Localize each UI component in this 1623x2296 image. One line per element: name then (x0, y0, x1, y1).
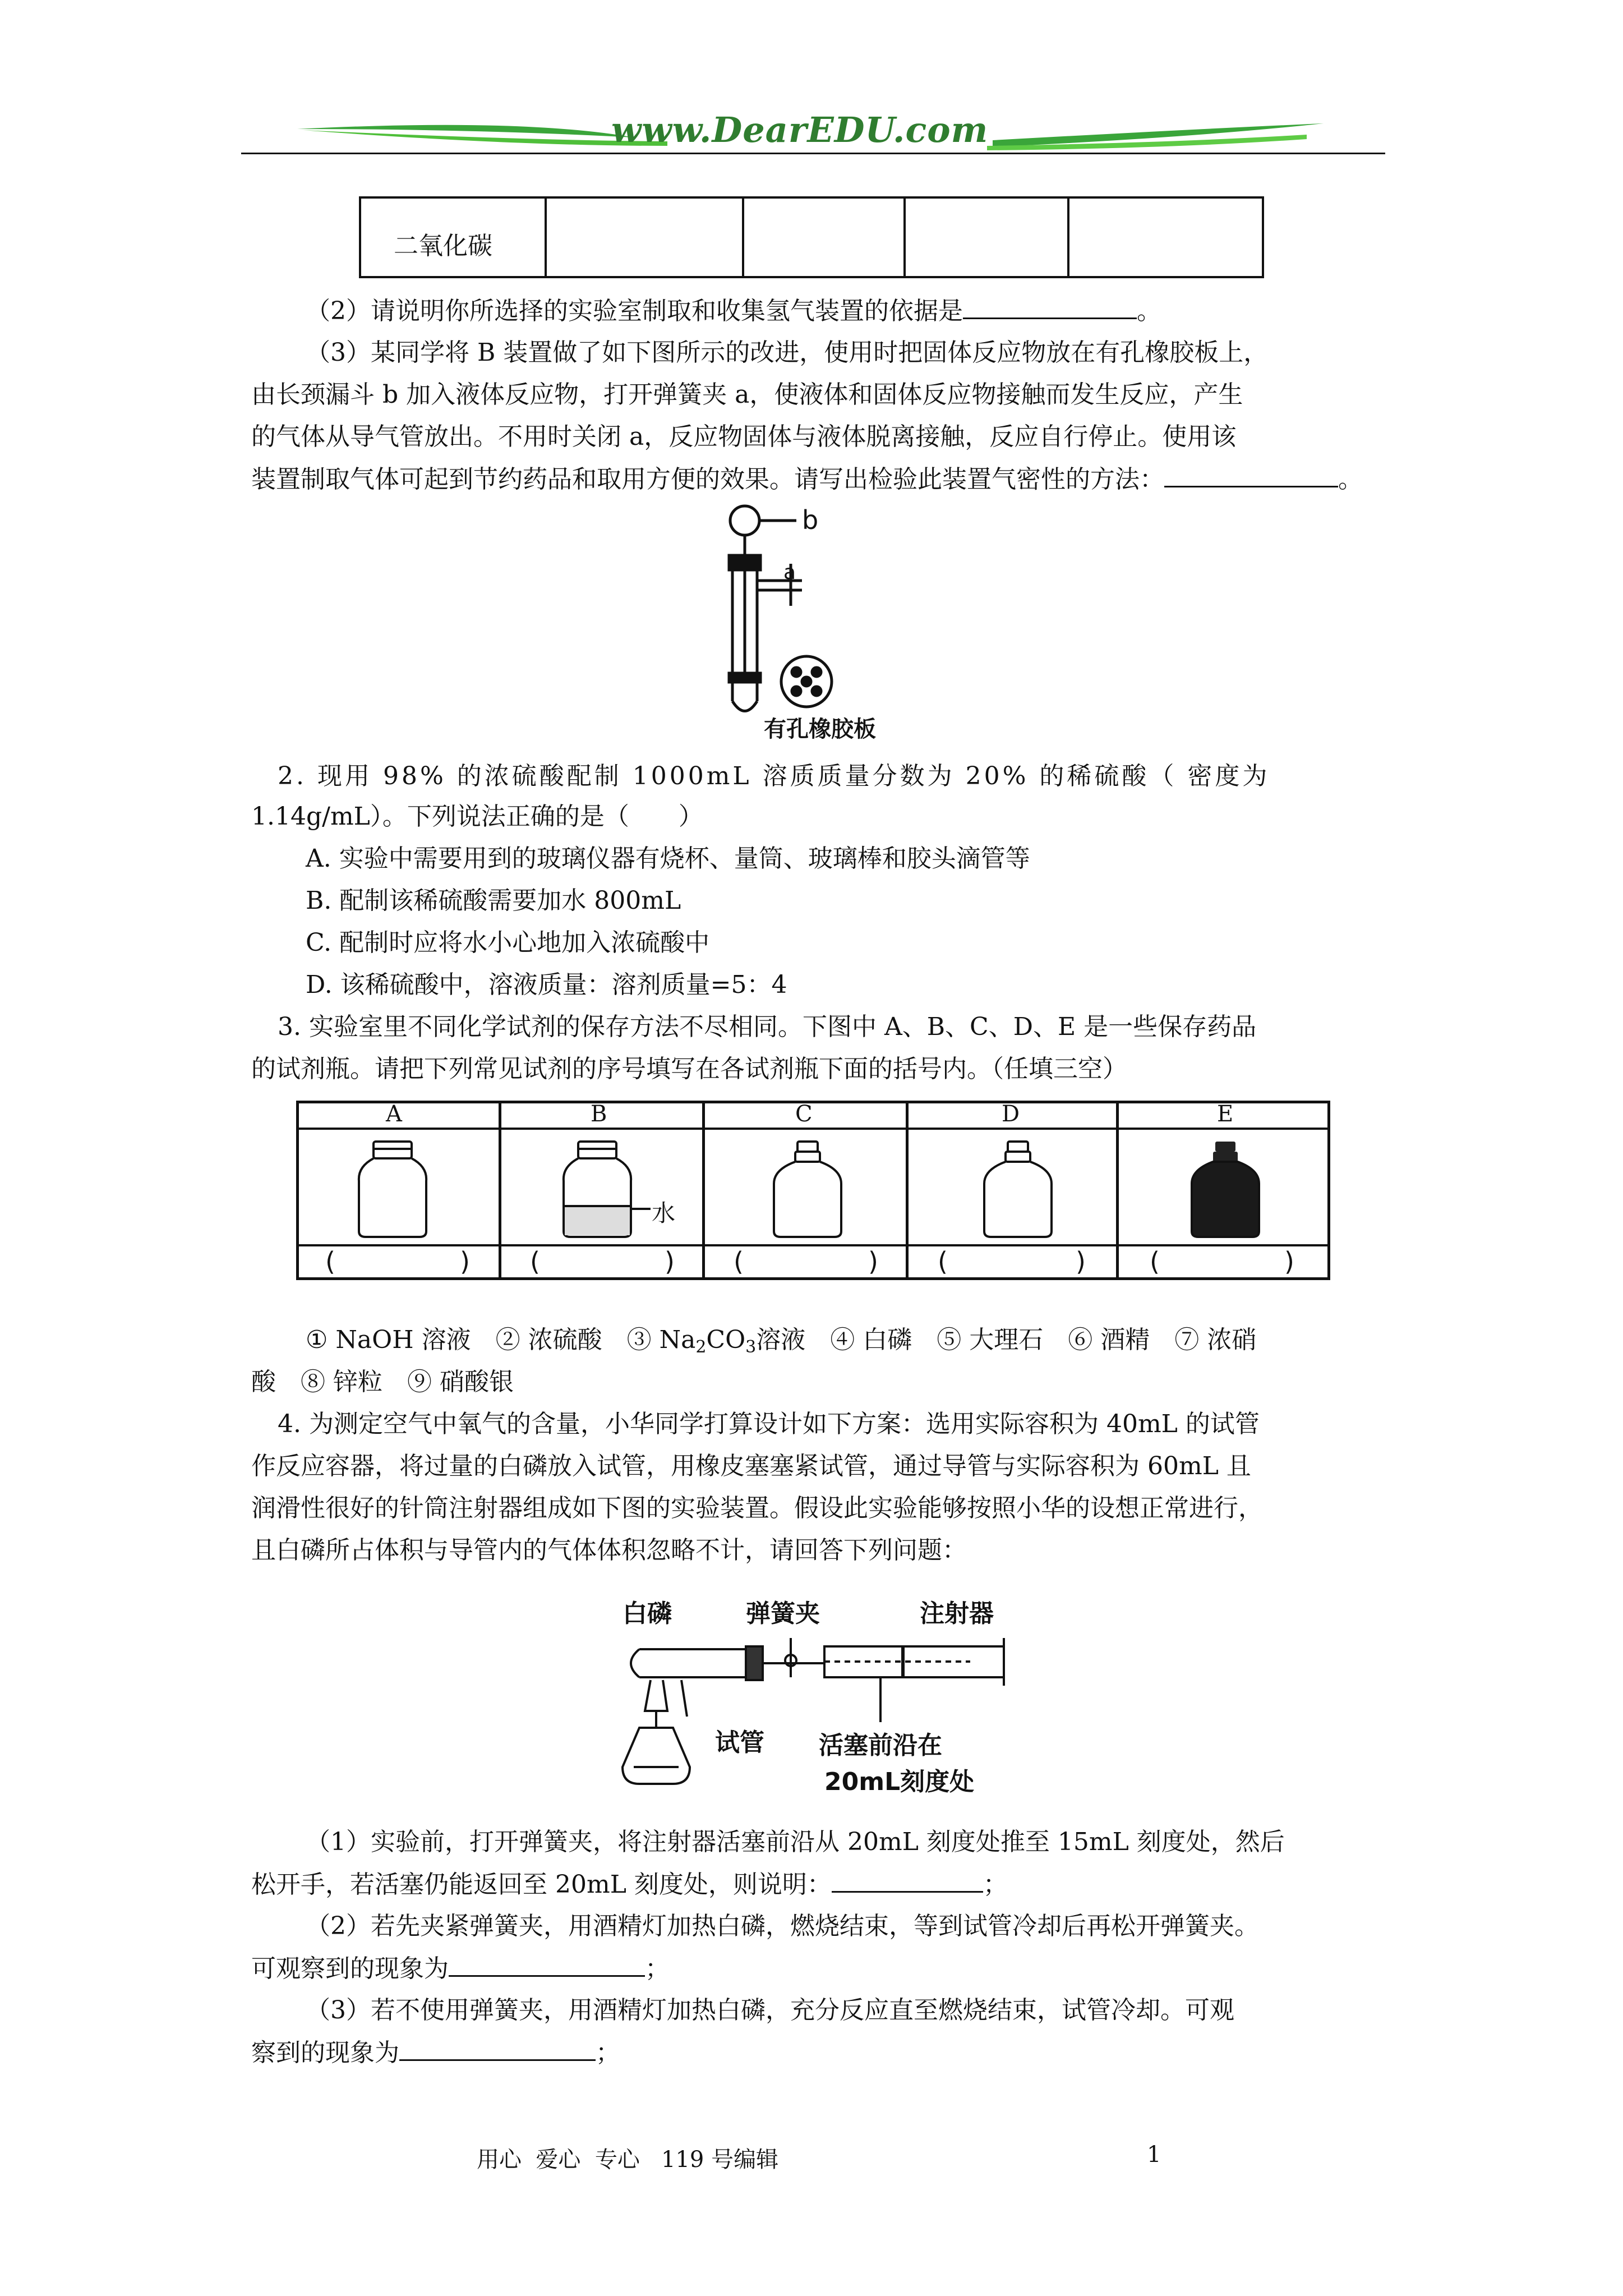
paren-open: ( (325, 1246, 335, 1277)
reagents-part: 溶液 ④ 白磷 ⑤ 大理石 ⑥ 酒精 ⑦ 浓硝 (756, 1326, 1257, 1354)
table-cell (903, 196, 1069, 278)
q3-line2: 的试剂瓶。请把下列常见试剂的序号填写在各试剂瓶下面的括号内。（任填三空） (251, 1055, 1127, 1083)
q2-option-d: D. 该稀硫酸中，溶液质量：溶剂质量=5：4 (306, 970, 787, 999)
reagents-part: ① NaOH 溶液 ② 浓硫酸 ③ Na (306, 1326, 696, 1354)
reagents-subscript: 3 (745, 1337, 757, 1357)
q3-reagents-line2: 酸 ⑧ 锌粒 ⑨ 硝酸银 (251, 1368, 514, 1396)
q2-option-a: A. 实验中需要用到的玻璃仪器有烧杯、量筒、玻璃棒和胶头滴管等 (306, 844, 1030, 873)
bottle-table-footer-rule (296, 1244, 1330, 1246)
paren-open: ( (530, 1246, 540, 1277)
q1-part3-end: 。 (1338, 465, 1363, 494)
footer-text: 用心 爱心 专心 119 号编辑 (477, 2147, 779, 2173)
q2-option-b: B. 配制该稀硫酸需要加水 800mL (306, 886, 681, 915)
q4-line2: 作反应容器，将过量的白磷放入试管，用橡皮塞塞紧试管，通过导管与实际容积为 60mL 且 (251, 1452, 1251, 1480)
q1-part3-line2: 由长颈漏斗 b 加入液体反应物，打开弹簧夹 a，使液体和固体反应物接触而发生反应，产生 (251, 380, 1243, 409)
q1-part3-line1: （3）某同学将 B 装置做了如下图所示的改进，使用时把固体反应物放在有孔橡胶板上， (306, 338, 1269, 367)
table-cell (545, 196, 744, 278)
paren-close: ) (460, 1246, 470, 1277)
q4-line1: 4. 为测定空气中氧气的含量，小华同学打算设计如下方案：选用实际容积为 40mL 的试管 (278, 1410, 1260, 1438)
q4-part3-line2-text: 察到的现象为 (251, 2039, 399, 2067)
q4-part2-line2-text: 可观察到的现象为 (251, 1954, 449, 1983)
fig2-label-syringe: 注射器 (920, 1599, 994, 1628)
bottle-table-divider (1116, 1101, 1119, 1280)
q4-part3-line2 (251, 2039, 620, 2067)
wide-mouth-bottle-icon (353, 1139, 432, 1240)
bottle-table-divider (702, 1101, 705, 1280)
narrow-mouth-bottle-icon (979, 1139, 1057, 1240)
fig2-label-tube: 试管 (715, 1728, 764, 1757)
q1-part2-text: （2）请说明你所选择的实验室制取和收集氢气装置的依据是 (306, 297, 963, 325)
answer-blank[interactable] (963, 297, 1137, 319)
answer-blank[interactable] (399, 2039, 596, 2061)
q2-line2: 1.14g/mL）。下列说法正确的是（ ） (251, 802, 703, 831)
q1-part2-end: 。 (1137, 297, 1161, 325)
paren-close: ) (868, 1246, 878, 1277)
fig2-label-clamp: 弹簧夹 (746, 1599, 820, 1628)
q4-part2-line1: （2）若先夹紧弹簧夹，用酒精灯加热白磷，燃烧结束，等到试管冷却后再松开弹簧夹。 (306, 1912, 1259, 1940)
q4-part3-end: ； (596, 2039, 620, 2067)
table-cell (742, 196, 906, 278)
q4-part1-line2 (251, 1871, 1008, 1898)
paren-open: ( (1150, 1246, 1160, 1277)
bottle-table-divider (499, 1101, 501, 1280)
bottle-header-e: E (1217, 1101, 1234, 1127)
table-cell (1067, 196, 1264, 278)
page-number: 1 (1147, 2142, 1161, 2168)
q4-line4: 且白磷所占体积与导管内的气体体积忽略不计，请回答下列问题： (251, 1536, 967, 1565)
reagents-part: CO (706, 1326, 746, 1354)
paren-close: ) (1076, 1246, 1086, 1277)
figure1-label-a: a (783, 561, 796, 584)
bottle-table-divider (906, 1101, 909, 1280)
water-label: 水 (652, 1199, 676, 1227)
bottle-table-header-rule (296, 1128, 1330, 1130)
table-cell-label (359, 196, 547, 278)
figure1-label-b: b (802, 505, 819, 535)
bottle-header-c: C (795, 1101, 813, 1127)
bottle-header-b: B (591, 1101, 607, 1127)
narrow-mouth-bottle-icon (768, 1139, 847, 1240)
header-rule (241, 153, 1385, 154)
table-row-label: 二氧化碳 (394, 232, 492, 260)
site-logo: www.DearEDU.com (611, 109, 989, 150)
q3-line1: 3. 实验室里不同化学试剂的保存方法不尽相同。下图中 A、B、C、D、E 是一些保存药品 (278, 1013, 1257, 1041)
q4-part3-line1: （3）若不使用弹簧夹，用酒精灯加热白磷，充分反应直至燃烧结束，试管冷却。可观 (306, 1996, 1234, 2024)
q4-line3: 润滑性很好的针筒注射器组成如下图的实验装置。假设此实验能够按照小华的设想正常进行， (251, 1494, 1263, 1522)
q1-part2 (306, 297, 1161, 325)
answer-blank[interactable] (1164, 466, 1338, 487)
paren-open: ( (938, 1246, 948, 1277)
q1-part3-line4 (251, 466, 1363, 493)
bottle-header-a: A (386, 1101, 402, 1127)
paren-open: ( (734, 1246, 744, 1277)
brown-bottle-icon (1186, 1139, 1265, 1240)
fig2-label-phosphorus: 白磷 (623, 1599, 672, 1628)
q1-part3-line4-text: 装置制取气体可起到节约药品和取用方便的效果。请写出检验此装置气密性的方法： (251, 465, 1164, 494)
q4-part1-end: ； (983, 1870, 1008, 1899)
q4-part1-line1: （1）实验前，打开弹簧夹，将注射器活塞前沿从 20mL 刻度处推至 15mL 刻度处，然后 (306, 1828, 1285, 1856)
bottle-header-d: D (1002, 1101, 1020, 1127)
paren-close: ) (1284, 1246, 1294, 1277)
reagents-subscript: 2 (695, 1337, 707, 1357)
q2-option-c: C. 配制时应将水小心地加入浓硫酸中 (306, 928, 710, 957)
q4-part1-line2-text: 松开手，若活塞仍能返回至 20mL 刻度处，则说明： (251, 1870, 832, 1899)
answer-blank[interactable] (449, 1955, 645, 1977)
fig2-label-piston1: 活塞前沿在 (819, 1731, 942, 1760)
figure1-caption: 有孔橡胶板 (764, 716, 876, 742)
gas-generator-icon (712, 499, 925, 740)
q1-part3-line3: 的气体从导气管放出。不用时关闭 a，反应物固体与液体脱离接触，反应自行停止。使用该 (251, 422, 1237, 451)
answer-blank[interactable] (832, 1871, 983, 1893)
q4-part2-line2 (251, 1955, 670, 1982)
q3-reagents-line1 (306, 1326, 1257, 1357)
q2-line1: 2. 现用 98% 的浓硫酸配制 1000mL 溶质质量分数为 20% 的稀硫酸（ 密度为 (278, 762, 1270, 790)
q4-part2-end: ； (645, 1954, 670, 1983)
paren-close: ) (665, 1246, 675, 1277)
fig2-label-piston2: 20mL刻度处 (824, 1768, 975, 1796)
